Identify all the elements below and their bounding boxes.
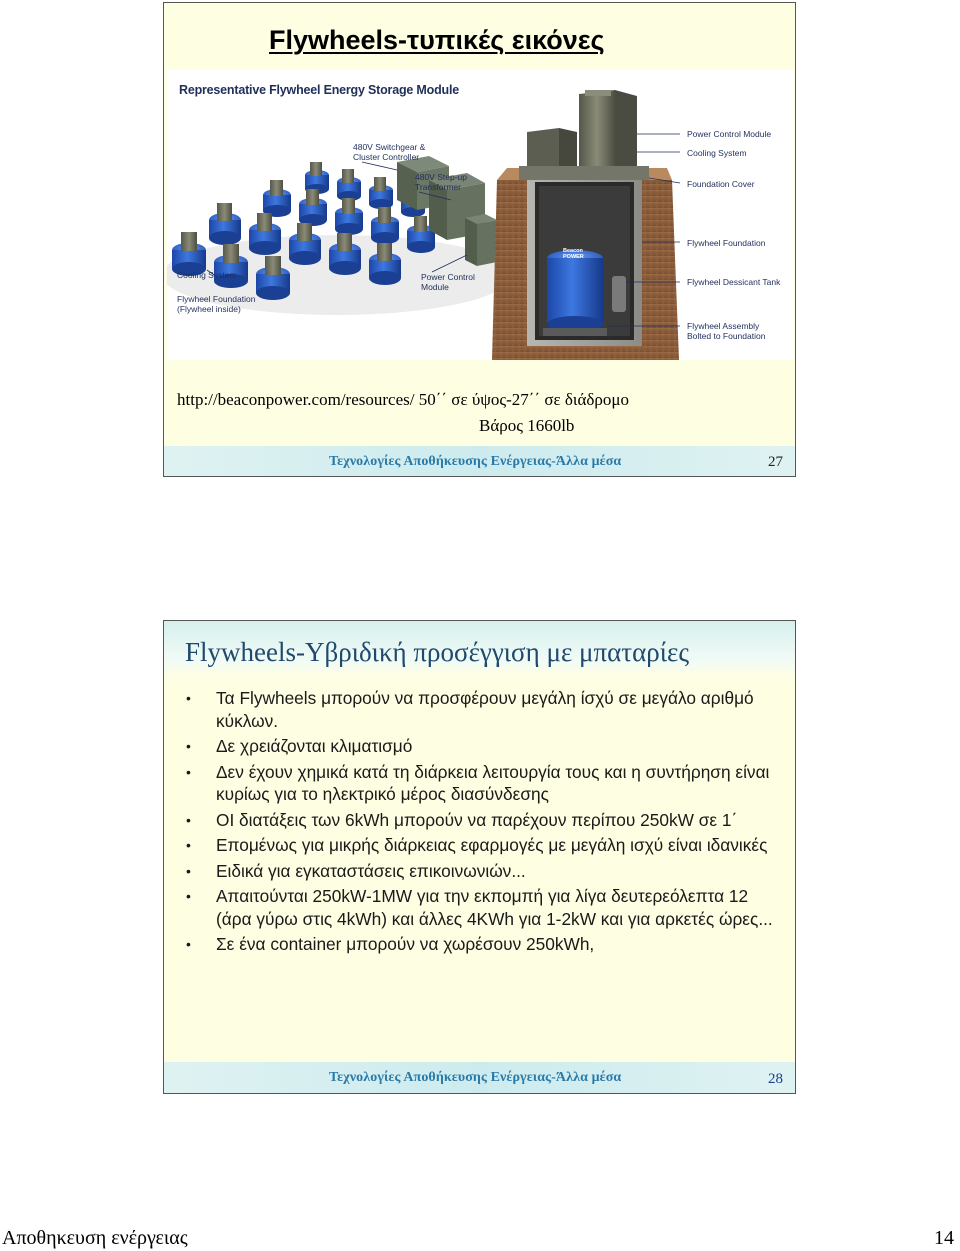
label-foundation-cover: Foundation Cover <box>687 179 755 189</box>
footer-text: Τεχνολογίες Αποθήκευσης Ενέργειας-Άλλα μέσα <box>329 454 622 469</box>
slide-page-number: 27 <box>768 454 783 470</box>
bullet-item: • Δε χρειάζονται κλιματισμό <box>186 735 776 758</box>
bullet-item: • Σε ένα container μπορούν να χωρέσουν 250kWh, <box>186 933 776 956</box>
illustration-header: Representative Flywheel Energy Storage Module <box>179 83 459 97</box>
bullet-item: • Τα Flywheels μπορούν να προσφέρουν μεγάλη ίσχύ σε μεγάλο αριθμό κύκλων. <box>186 687 776 732</box>
weight-caption: Βάρος 1660lb <box>479 416 575 435</box>
label-power-control-left: Power Control Module <box>421 272 475 292</box>
label-flywheel-foundation: Flywheel Foundation <box>687 238 766 248</box>
source-caption: http://beaconpower.com/resources/ 50΄΄ σε ύψος-27΄΄ σε διάδρομο <box>177 390 630 409</box>
bullet-item: • ΟΙ διατάξεις των 6kWh μπορούν να παρέχουν περίπου 250kW σε 1΄ <box>186 809 776 832</box>
label-switchgear: 480V Switchgear & Cluster Controller <box>353 142 426 162</box>
slide-title: Flywheels-Υβριδική προσέγγιση με μπαταρίες <box>185 637 690 667</box>
label-power-control-right: Power Control Module <box>687 129 772 139</box>
slide-27 <box>163 2 796 477</box>
bullet-list <box>186 687 776 959</box>
bullet-item: • Απαιτούνται 250kW-1MW για την εκπομπή για λίγα δευτερεόλεπτα 12 (άρα γύρω στις 4kWh) και άλλες 4KWh για 1-2kW και για αρκετές ώρες... <box>186 885 776 930</box>
slide-title: Flywheels-τυπικές εικόνες <box>269 25 605 55</box>
label-foundation-left: Flywheel Foundation (Flywheel inside) <box>177 294 256 314</box>
document-footer-title: Αποθηκευση ενέργειας <box>2 1227 188 1249</box>
label-assembly: Flywheel Assembly Bolted to Foundation <box>687 321 766 341</box>
footer-text: Τεχνολογίες Αποθήκευσης Ενέργειας-Άλλα μέσα <box>329 1070 622 1085</box>
slide-footer <box>164 446 795 477</box>
flywheel-cutaway <box>492 90 680 360</box>
bullet-item: • Επομένως για μικρής διάρκειας εφαρμογές με μεγάλη ισχύ είναι ιδανικές <box>186 834 776 857</box>
slide-28 <box>163 620 796 1094</box>
label-transformer: 480V Step-up Transformer <box>415 172 467 192</box>
flywheel-diagram <box>167 70 794 360</box>
unit-brand-logo: Beacon POWER <box>563 248 584 260</box>
label-dessicant-tank: Flywheel Dessicant Tank <box>687 277 781 287</box>
bullet-item: • Δεν έχουν χημικά κατά τη διάρκεια λειτουργία τους και η συντήρηση είναι κυρίως για το ηλεκτρικό μέρος διασύνδεσης <box>186 761 776 806</box>
label-cooling-right: Cooling System <box>687 148 747 158</box>
flywheel-module-illustration <box>167 70 794 360</box>
label-cooling-left: Cooling System <box>177 270 237 280</box>
bullet-item: • Ειδικά για εγκαταστάσεις επικοινωνιών... <box>186 860 776 883</box>
slide-page-number: 28 <box>768 1071 783 1087</box>
document-page-number: 14 <box>934 1227 954 1249</box>
slide-footer <box>164 1062 795 1094</box>
